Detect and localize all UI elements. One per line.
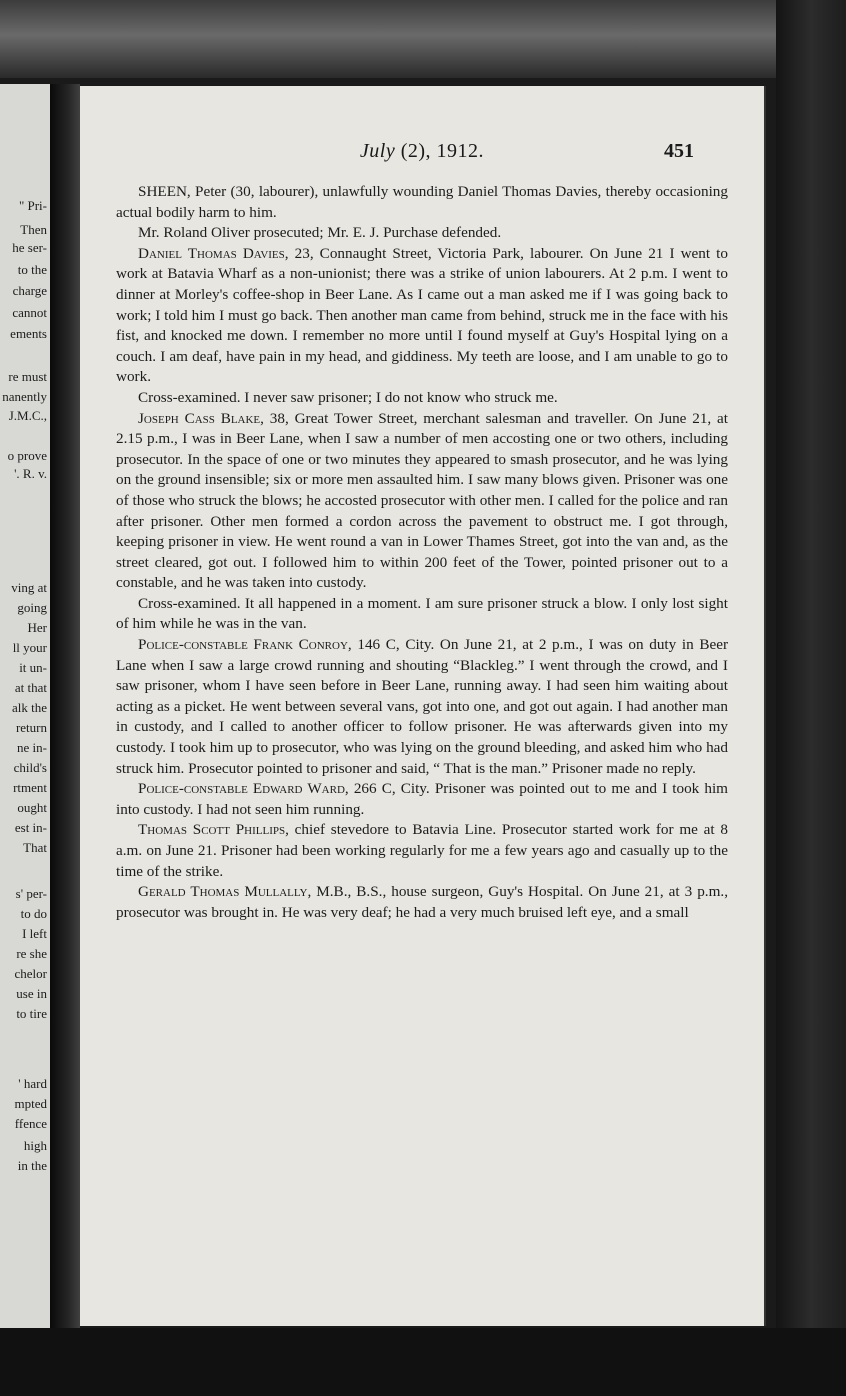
paragraph-text: SHEEN, Peter (30, labourer), unlawfully wounding Daniel Thomas Davies, thereby occasioning actual bodily harm to him. [116,183,728,221]
facing-page-fragment: charge [12,283,47,298]
facing-page-fragment: chelor [14,966,47,981]
witness-name: Police-constable Frank Conroy [138,636,348,654]
header-month: July [359,140,396,162]
paragraph [116,223,728,244]
facing-page-fragment: ought [17,800,47,815]
paragraph [116,882,728,923]
facing-page-fragment: s' per- [15,886,47,901]
paragraph [116,388,728,409]
facing-page-fragment: to the [17,262,47,277]
header-date [80,140,764,163]
facing-page-fragment: child's [13,760,47,775]
facing-page-fragment: Then [20,222,47,237]
scan-top-border [0,0,846,78]
facing-page-fragment: he ser- [12,240,47,255]
facing-page-fragment: ving at [11,580,47,595]
paragraph [116,244,728,388]
facing-page-fragment: re she [16,946,47,961]
paragraph [116,779,728,820]
facing-page-fragment: " Pri- [18,198,47,213]
facing-page-fragment: re must [8,369,47,384]
facing-page-edge [0,84,50,1328]
witness-name: Thomas Scott Phillips [138,821,286,839]
facing-page-fragment: mpted [14,1096,47,1111]
running-header [80,140,764,170]
facing-page-fragment: at that [14,680,47,695]
paragraph [116,635,728,779]
facing-page-fragment: Her [27,620,47,635]
document-page [80,86,766,1326]
facing-page-fragment: return [15,720,47,735]
scan-right-border [776,0,846,1396]
facing-page-fragment: ' hard [18,1076,47,1091]
paragraph [116,182,728,223]
facing-page-fragment: high [23,1138,47,1153]
page-number: 451 [664,140,694,162]
paragraph-text: , chief stevedore to Batavia Line. Prosecutor started work for me at 8 a.m. on June 21. Prisoner had been working regularly for me a few years ago and casually up to the time of the strike. [116,821,728,880]
paragraph-text: , 23, Connaught Street, Victoria Park, labourer. On June 21 I went to work at Batavia Wharf as a non-unionist; there was a strike of union labourers. At 2 p.m. I went to dinner at Morley's coffee-shop in Beer Lane. As I came out a man asked me if I was going back to work; I told him I must go back. Then another man came from behind, struck me in the face with his fist, and knocked me down. I remember no more until I found myself at Guy's Hospital lying on a couch. I am deaf, have pain in my head, and giddiness. My teeth are loose, and I am unable to go to work. [116,244,728,386]
facing-page-fragment: ements [10,326,47,341]
paragraph [116,409,728,594]
facing-page-fragment: it un- [19,660,47,675]
facing-page-fragment: cannot [12,305,47,320]
paragraph-text: , 266 C, City. Prisoner was pointed out to me and I took him into custody. I had not seen him running. [116,780,728,818]
facing-page-fragment: use in [16,986,47,1001]
facing-page-fragment: to tire [16,1006,47,1021]
witness-name: Daniel Thomas Davies [138,244,285,262]
facing-page-fragment: I left [22,926,47,941]
facing-page-fragment: to do [20,906,47,921]
witness-name: Joseph Cass Blake [138,409,261,427]
header-date-rest: (2), 1912. [400,140,485,162]
facing-page-fragment: rtment [13,780,47,795]
witness-name: Police-constable Edward Ward [138,780,345,798]
facing-page-fragment: going [17,600,47,615]
facing-page-fragment: o prove [7,448,47,463]
facing-page-fragment: J.M.C., [8,408,47,423]
facing-page-fragment: ffence [14,1116,47,1131]
scan-bottom-border [0,1328,846,1396]
witness-name: Gerald Thomas Mullally [138,883,308,901]
book-gutter [50,84,80,1328]
paragraph-text: , 38, Great Tower Street, merchant salesman and traveller. On June 21, at 2.15 p.m., I was in Beer Lane, when I saw a number of men accosting one or two others, including prosecutor. In the space of one or two minutes they appeared to smash prosecutor, and he was lying on the ground insensible; six or more men assaulted him. I saw many blows given. Prisoner was one of those who struck the blows; he accosted prosecutor with other men. I called for the police and ran after prisoner. Other men formed a cordon across the pavement to obstruct me. I got through, keeping prisoner in view. He went round a van in Lower Thames Street, got into the van and, as the street cleared, got out. I followed him to within 200 feet of the Tower, pointed prisoner out to a constable, and he was taken into custody. [116,409,728,592]
paragraph-text: Mr. Roland Oliver prosecuted; Mr. E. J. Purchase defended. [138,224,502,242]
page-body [116,182,728,923]
paragraph-text: Cross-examined. I never saw prisoner; I do not know who struck me. [138,388,558,406]
facing-page-fragment: ll your [12,640,47,655]
facing-page-fragment: in the [17,1158,47,1173]
facing-page-fragment: '. R. v. [14,466,47,481]
facing-page-fragment: est in- [14,820,47,835]
paragraph [116,594,728,635]
paragraph-text: , M.B., B.S., house surgeon, Guy's Hospital. On June 21, at 3 p.m., prosecutor was brought in. He was very deaf; he had a very much bruised left eye, and a small [116,883,728,921]
paragraph [116,820,728,882]
facing-page-fragment: alk the [11,700,47,715]
paragraph-text: , 146 C, City. On June 21, at 2 p.m., I was on duty in Beer Lane when I saw a large crowd running and shouting “Blackleg.” I went through the crowd, and I saw prisoner, whom I have seen before in Beer Lane, running away. I had seen him waiting about acting as a picket. He went between several vans, got into one, and got out again. I had another man in custody, and I called to another officer to follow prisoner. He was afterwards given into my custody. I took him up to prosecutor, who was lying on the ground bleeding, and asked him who had struck him. Prosecutor pointed to prisoner and said, “ That is the man.” Prisoner made no reply. [116,636,728,777]
facing-page-fragment: ne in- [17,740,47,755]
facing-page-fragment: That [23,840,47,855]
paragraph-text: Cross-examined. It all happened in a moment. I am sure prisoner struck a blow. I only lost sight of him while he was in the van. [116,594,728,633]
facing-page-fragment: nanently [2,389,47,404]
